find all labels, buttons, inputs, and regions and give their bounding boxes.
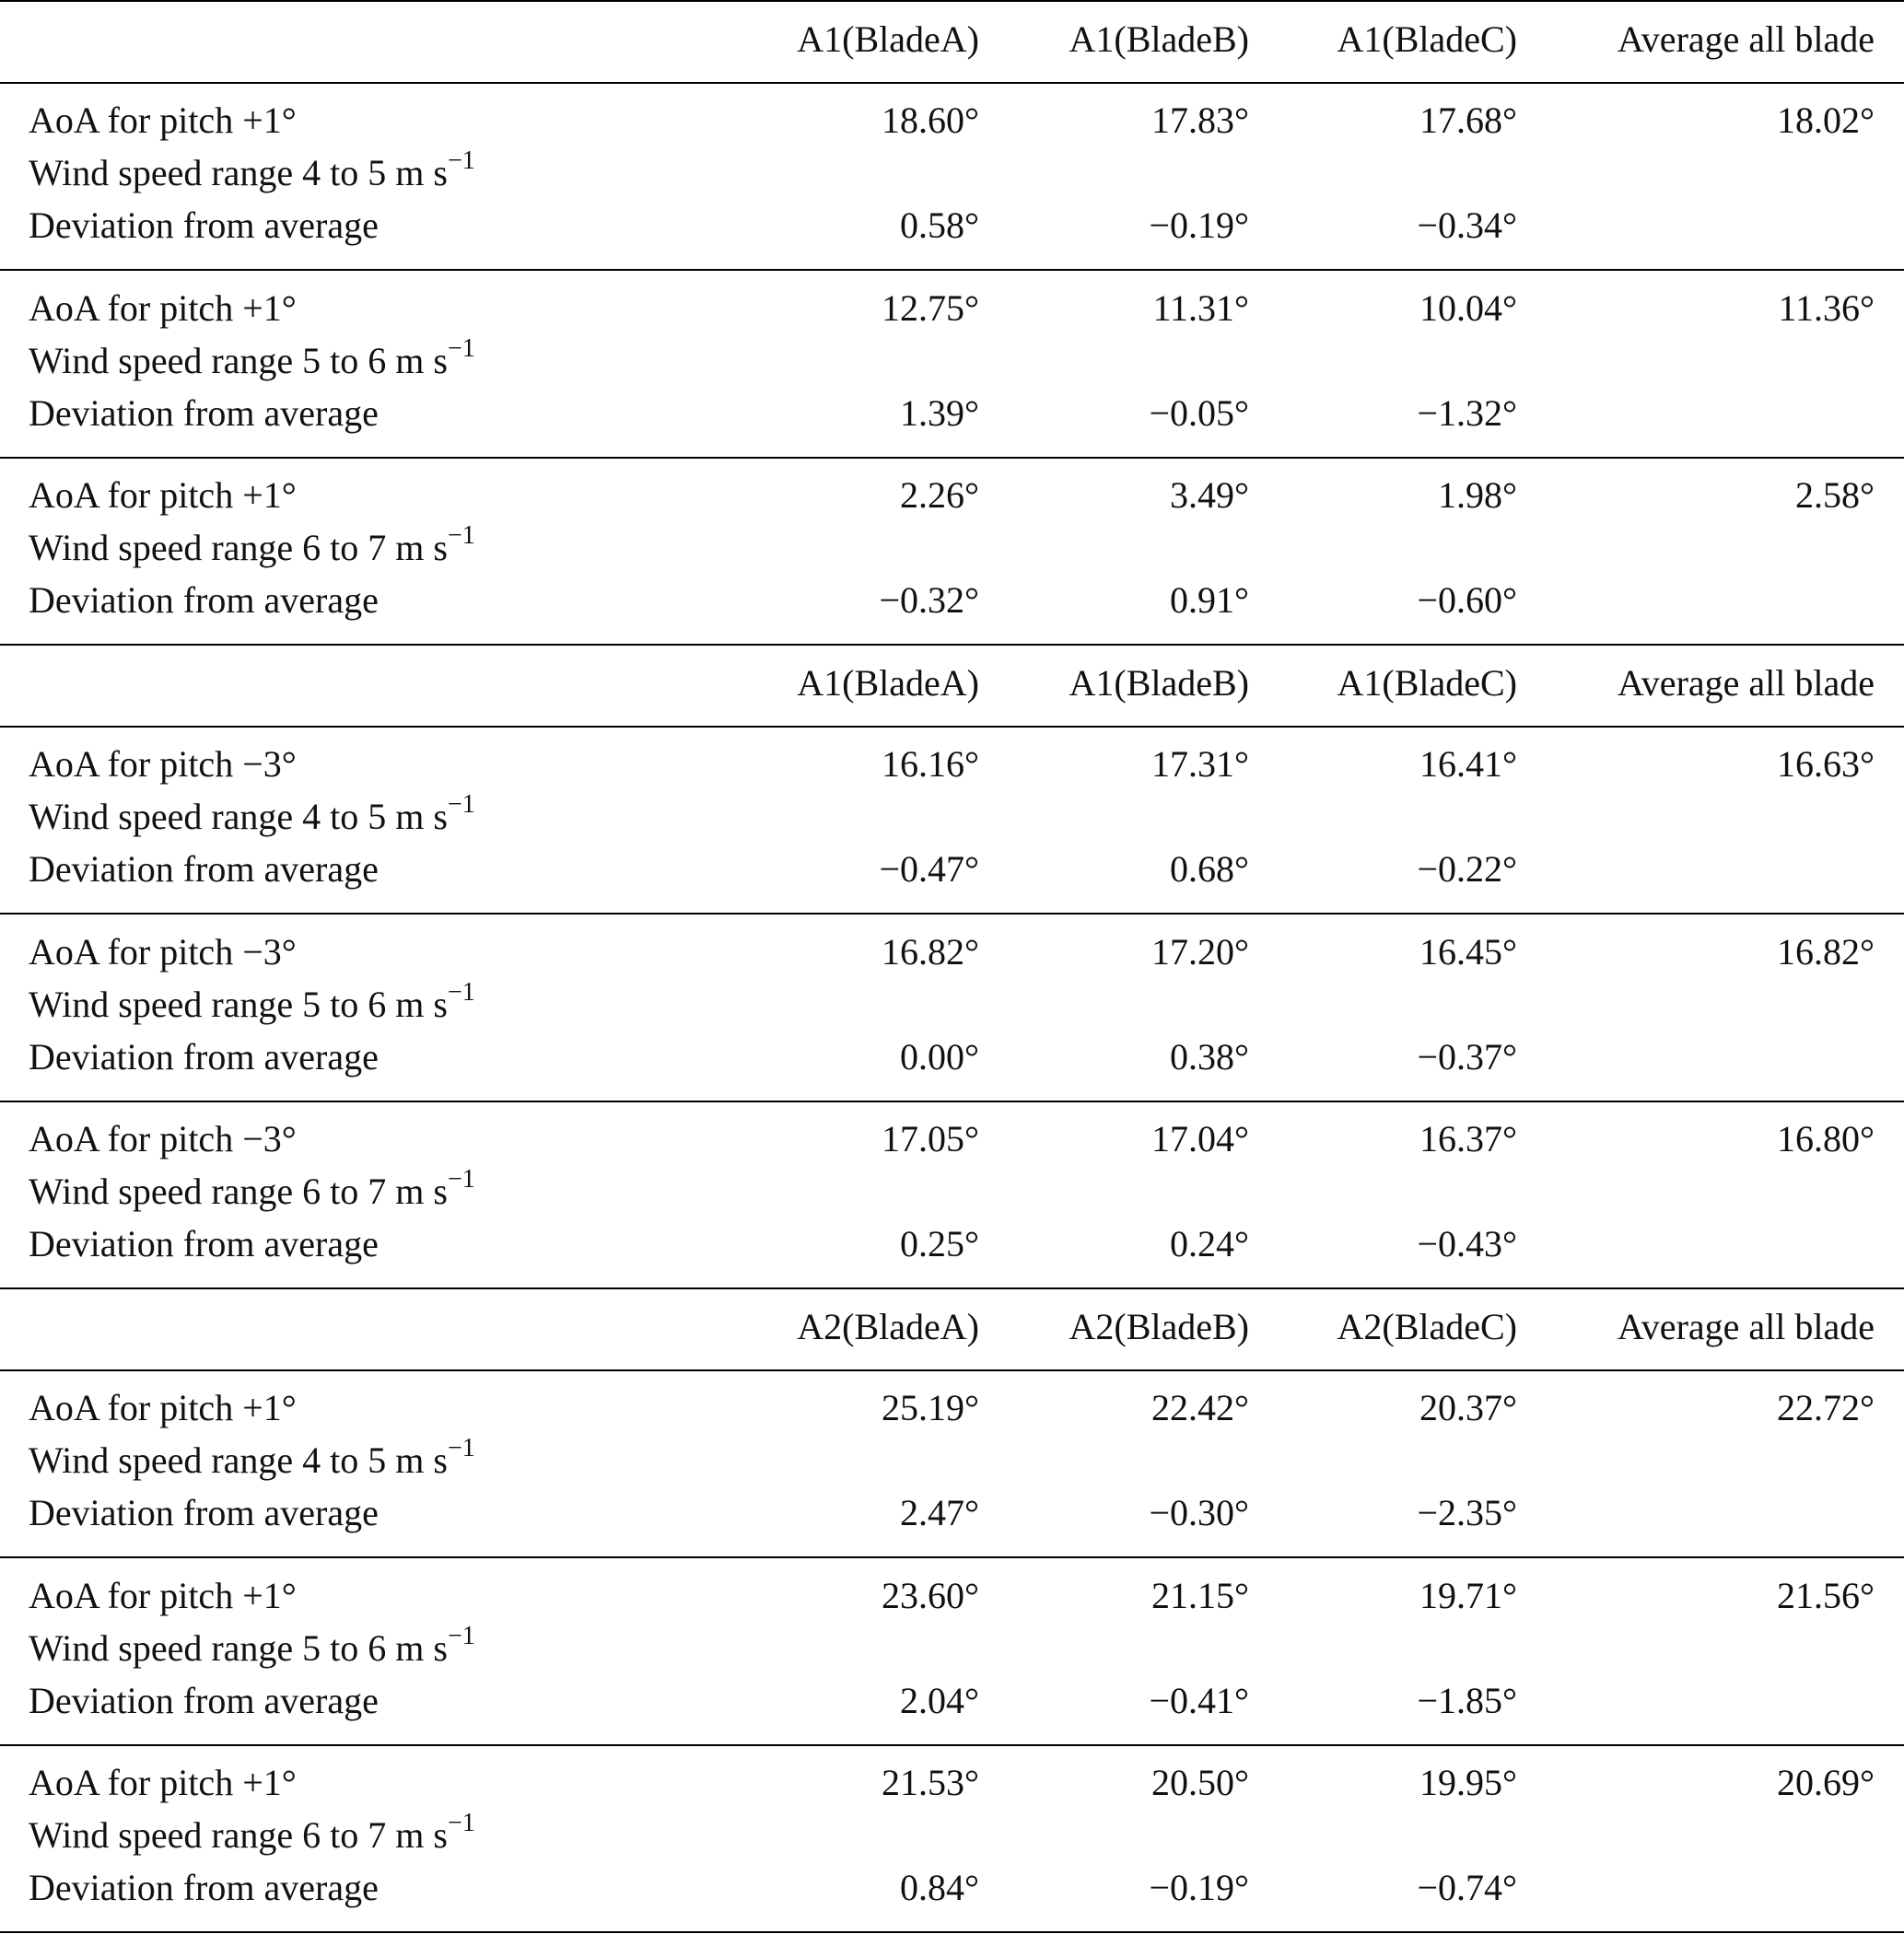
aoa-average: 18.02°: [1777, 99, 1875, 141]
aoa-value: 19.95°: [1419, 1762, 1517, 1803]
column-header: A1(BladeA): [797, 18, 979, 60]
deviation-value: 2.47°: [900, 1492, 979, 1533]
deviation-value: 2.04°: [900, 1680, 979, 1721]
deviation-value: −0.47°: [879, 848, 979, 890]
aoa-average: 22.72°: [1777, 1387, 1875, 1428]
deviation-value: −0.30°: [1149, 1492, 1249, 1533]
deviation-value: −0.19°: [1149, 1867, 1249, 1908]
aoa-value: 20.50°: [1151, 1762, 1249, 1803]
column-header: A1(BladeB): [1069, 18, 1249, 60]
aoa-row-label: AoA for pitch −3°: [29, 1118, 297, 1159]
column-header: Average all blade: [1617, 18, 1875, 60]
aoa-value: 17.31°: [1151, 743, 1249, 785]
aoa-value: 17.20°: [1151, 931, 1249, 973]
aoa-value: 18.60°: [882, 99, 979, 141]
aoa-value: 20.37°: [1419, 1387, 1517, 1428]
deviation-value: −2.35°: [1417, 1492, 1517, 1533]
aoa-value: 22.42°: [1151, 1387, 1249, 1428]
aoa-value: 17.05°: [882, 1118, 979, 1159]
deviation-value: −0.74°: [1417, 1867, 1517, 1908]
aoa-value: 1.98°: [1438, 474, 1517, 516]
column-header: Average all blade: [1617, 1306, 1875, 1347]
deviation-row-label: Deviation from average: [29, 1223, 379, 1264]
column-header: Average all blade: [1617, 662, 1875, 704]
column-header: A1(BladeA): [797, 662, 979, 704]
deviation-value: 0.58°: [900, 204, 979, 246]
aoa-value: 16.82°: [882, 931, 979, 973]
column-header: A1(BladeB): [1069, 662, 1249, 704]
aoa-average: 16.80°: [1777, 1118, 1875, 1159]
aoa-average: 2.58°: [1795, 474, 1875, 516]
deviation-value: 0.91°: [1170, 579, 1249, 621]
aoa-value: 19.71°: [1419, 1575, 1517, 1616]
deviation-value: 1.39°: [900, 392, 979, 434]
group-rule: [0, 269, 1904, 271]
aoa-value: 16.45°: [1419, 931, 1517, 973]
aoa-average: 16.82°: [1777, 931, 1875, 973]
deviation-value: −0.05°: [1149, 392, 1249, 434]
wind-speed-label: Wind speed range 5 to 6 m $s^{-1}$: [29, 977, 475, 1025]
deviation-row-label: Deviation from average: [29, 848, 379, 890]
deviation-value: 0.25°: [900, 1223, 979, 1264]
deviation-row-label: Deviation from average: [29, 1867, 379, 1908]
block-rule: [0, 1287, 1904, 1289]
deviation-value: −0.19°: [1149, 204, 1249, 246]
aoa-row-label: AoA for pitch +1°: [29, 99, 297, 141]
deviation-value: 0.84°: [900, 1867, 979, 1908]
header-rule: [0, 1369, 1904, 1371]
aoa-average: 11.36°: [1778, 287, 1875, 329]
deviation-value: −0.22°: [1417, 848, 1517, 890]
aoa-value: 2.26°: [900, 474, 979, 516]
group-rule: [0, 1101, 1904, 1102]
wind-speed-label: Wind speed range 6 to 7 m $s^{-1}$: [29, 1808, 475, 1856]
aoa-row-label: AoA for pitch +1°: [29, 287, 297, 329]
aoa-average: 16.63°: [1777, 743, 1875, 785]
group-rule: [0, 1744, 1904, 1746]
aoa-row-label: AoA for pitch −3°: [29, 743, 297, 785]
deviation-row-label: Deviation from average: [29, 1036, 379, 1078]
column-header: A1(BladeC): [1337, 662, 1517, 704]
column-header: A1(BladeC): [1337, 18, 1517, 60]
column-header: A2(BladeC): [1337, 1306, 1517, 1347]
aoa-value: 23.60°: [882, 1575, 979, 1616]
deviation-row-label: Deviation from average: [29, 1680, 379, 1721]
wind-speed-label: Wind speed range 5 to 6 m $s^{-1}$: [29, 1621, 475, 1669]
deviation-value: −0.37°: [1417, 1036, 1517, 1078]
aoa-average: 21.56°: [1777, 1575, 1875, 1616]
aoa-value: 25.19°: [882, 1387, 979, 1428]
block-rule: [0, 644, 1904, 646]
aoa-value: 3.49°: [1170, 474, 1249, 516]
table-top-rule: [0, 0, 1904, 2]
deviation-row-label: Deviation from average: [29, 579, 379, 621]
header-rule: [0, 726, 1904, 728]
deviation-value: 0.24°: [1170, 1223, 1249, 1264]
wind-speed-label: Wind speed range 6 to 7 m $s^{-1}$: [29, 520, 475, 568]
aoa-value: 11.31°: [1152, 287, 1249, 329]
aoa-value: 21.15°: [1151, 1575, 1249, 1616]
deviation-value: −1.32°: [1417, 392, 1517, 434]
aoa-row-label: AoA for pitch −3°: [29, 931, 297, 973]
aoa-row-label: AoA for pitch +1°: [29, 1575, 297, 1616]
deviation-value: −0.43°: [1417, 1223, 1517, 1264]
wind-speed-label: Wind speed range 4 to 5 m $s^{-1}$: [29, 1433, 475, 1481]
aoa-value: 12.75°: [882, 287, 979, 329]
deviation-value: 0.00°: [900, 1036, 979, 1078]
group-rule: [0, 457, 1904, 459]
deviation-value: −0.41°: [1149, 1680, 1249, 1721]
aoa-row-label: AoA for pitch +1°: [29, 1762, 297, 1803]
aoa-value: 17.04°: [1151, 1118, 1249, 1159]
wind-speed-label: Wind speed range 6 to 7 m $s^{-1}$: [29, 1164, 475, 1212]
aoa-value: 16.41°: [1419, 743, 1517, 785]
deviation-row-label: Deviation from average: [29, 204, 379, 246]
wind-speed-label: Wind speed range 5 to 6 m $s^{-1}$: [29, 333, 475, 381]
wind-speed-label: Wind speed range 4 to 5 m $s^{-1}$: [29, 789, 475, 837]
deviation-row-label: Deviation from average: [29, 392, 379, 434]
deviation-value: −1.85°: [1417, 1680, 1517, 1721]
aoa-value: 10.04°: [1419, 287, 1517, 329]
table-bottom-rule: [0, 1931, 1904, 1933]
aoa-value: 17.83°: [1151, 99, 1249, 141]
aoa-value: 21.53°: [882, 1762, 979, 1803]
deviation-value: −0.32°: [879, 579, 979, 621]
header-rule: [0, 82, 1904, 84]
aoa-average: 20.69°: [1777, 1762, 1875, 1803]
column-header: A2(BladeB): [1069, 1306, 1249, 1347]
deviation-value: −0.34°: [1417, 204, 1517, 246]
deviation-value: −0.60°: [1417, 579, 1517, 621]
aoa-value: 16.16°: [882, 743, 979, 785]
deviation-value: 0.38°: [1170, 1036, 1249, 1078]
aoa-value: 17.68°: [1419, 99, 1517, 141]
wind-speed-label: Wind speed range 4 to 5 m $s^{-1}$: [29, 146, 475, 193]
aoa-value: 16.37°: [1419, 1118, 1517, 1159]
group-rule: [0, 1556, 1904, 1558]
column-header: A2(BladeA): [797, 1306, 979, 1347]
deviation-row-label: Deviation from average: [29, 1492, 379, 1533]
aoa-row-label: AoA for pitch +1°: [29, 1387, 297, 1428]
group-rule: [0, 913, 1904, 915]
deviation-value: 0.68°: [1170, 848, 1249, 890]
aoa-row-label: AoA for pitch +1°: [29, 474, 297, 516]
